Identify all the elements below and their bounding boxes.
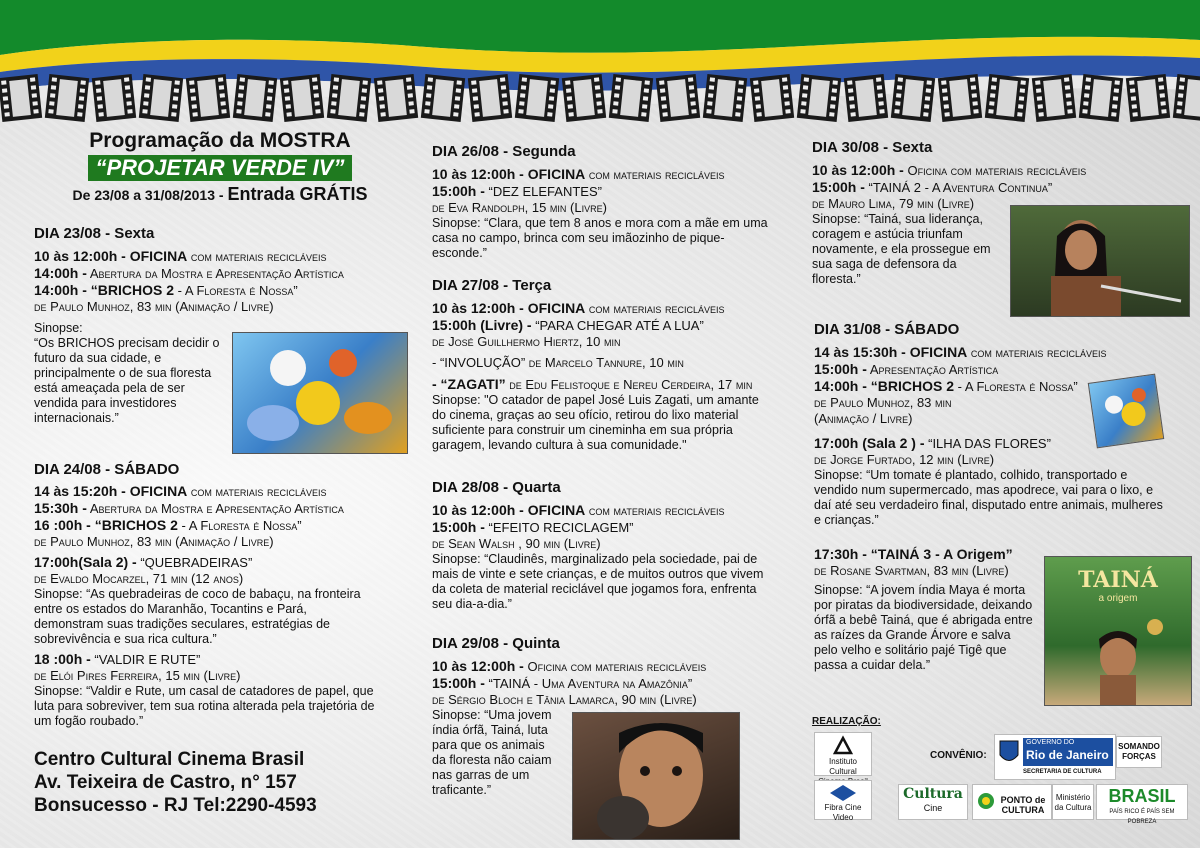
day-heading: DIA 28/08 - Quarta bbox=[432, 479, 561, 496]
taina3-poster-title: TAINÁ bbox=[1078, 567, 1158, 593]
film-frame bbox=[703, 74, 747, 122]
film-frame bbox=[797, 74, 841, 122]
film-frame bbox=[844, 74, 888, 122]
schedule-line: 17:00h (Sala 2 ) - “ILHA DAS FLORES” bbox=[814, 435, 1051, 451]
page-title: Programação da MOSTRA bbox=[89, 129, 351, 152]
synopsis: Sinopse: “Claudinês, marginalizado pela sociedade, pai de mais de vinte e sete crianças, e de muitos outros que vivem da coleta de material reciclável que jogamos fora, enfrenta seu dia-a-dia.” bbox=[432, 552, 764, 611]
schedule-line: 14:00h - “BRICHOS 2 - A Floresta é Nossa” bbox=[34, 282, 298, 298]
film-frame bbox=[562, 74, 606, 122]
film-frame bbox=[327, 74, 371, 122]
schedule-line: 10 às 12:00h - OFICINA com materiais recicláveis bbox=[34, 248, 327, 264]
film-credit: de Paulo Munhoz, 83 min (Animação / Livre) bbox=[34, 299, 274, 314]
day-24-section bbox=[34, 458, 414, 729]
schedule-line: 18 :00h - “VALDIR E RUTE” bbox=[34, 651, 201, 667]
film-frame bbox=[45, 74, 89, 122]
logo-ponto-de-cultura: PONTO de CULTURA bbox=[972, 784, 1052, 820]
film-credit: de Evaldo Mocarzel, 71 min (12 anos) bbox=[34, 571, 244, 586]
synopsis: Sinopse: “Um tomate é plantado, colhido, transportado e vendido num supermercado, mas apodrece, vai para o lixo, e daí até seu verdadeiro final, disputado entre animais, mulheres e crianças.” bbox=[814, 468, 1163, 527]
schedule-line: - “INVOLUÇÃO” de Marcelo Tannure, 10 min bbox=[432, 355, 684, 370]
schedule-line: 10 às 12:00h - Oficina com materiais recicláveis bbox=[432, 658, 707, 674]
day-heading: DIA 26/08 - Segunda bbox=[432, 143, 576, 160]
date-range-text: De 23/08 a 31/08/2013 - bbox=[72, 187, 224, 203]
film-frame bbox=[468, 74, 512, 122]
film-frame bbox=[515, 74, 559, 122]
ponto-icon bbox=[976, 791, 996, 811]
film-credit: de Paulo Munhoz, 83 min (Animação / Livre) bbox=[34, 534, 274, 549]
schedule-line: 10 às 12:00h - OFICINA com materiais recicláveis bbox=[432, 502, 725, 518]
film-frame bbox=[92, 74, 136, 122]
film-frame bbox=[1032, 74, 1076, 122]
logo-icc: Instituto Cultural bbox=[814, 732, 872, 776]
schedule-line: 14:00h - “BRICHOS 2 - A Floresta é Nossa” bbox=[814, 378, 1078, 394]
film-frame bbox=[985, 74, 1029, 122]
schedule-line: 15:30h - Abertura da Mostra e Apresentação Artística bbox=[34, 500, 344, 516]
synopsis: Sinopse: “Uma jovem índia órfã, Tainá, luta para que os animais da floresta não caiam nas garras de um traficante.” bbox=[432, 708, 552, 797]
day-27-section bbox=[432, 274, 782, 453]
day-heading: DIA 29/08 - Quinta bbox=[432, 635, 560, 652]
film-frame bbox=[938, 74, 982, 122]
day-heading: DIA 30/08 - Sexta bbox=[812, 139, 933, 156]
icc-icon bbox=[832, 735, 854, 757]
schedule-line: - “ZAGATI” de Edu Felistoque e Nereu Cerdeira, 17 min bbox=[432, 376, 753, 392]
film-credit: de José Guillhermo Hiertz, 10 min bbox=[432, 334, 621, 349]
schedule-line: 15:00h - Apresentação Artística bbox=[814, 361, 999, 377]
taina-girl-photo bbox=[572, 712, 740, 840]
day-26-section bbox=[432, 140, 782, 261]
schedule-line: 10 às 12:00h - OFICINA com materiais recicláveis bbox=[432, 166, 725, 182]
logo-ministerio: Ministério da Cultura bbox=[1052, 784, 1094, 820]
brichos-poster-image bbox=[232, 332, 408, 454]
schedule-line: 16 :00h - “BRICHOS 2 - A Floresta é Nossa” bbox=[34, 517, 302, 533]
logo-governo-rj: GOVERNO DO Rio de Janeiro SECRETARIA DE CULTURA bbox=[994, 734, 1116, 780]
film-frame bbox=[656, 74, 700, 122]
film-strip-row bbox=[0, 70, 1200, 128]
synopsis: Sinopse: “Tainá, sua liderança, coragem e astúcia triunfam novamente, e ela prossegue em sua saga de defensora da floresta.” bbox=[812, 212, 991, 286]
logo-somando-forcas: SOMANDO FORÇAS bbox=[1116, 736, 1162, 768]
convenio-label: CONVÊNIO: bbox=[930, 750, 987, 761]
film-frame bbox=[1079, 74, 1123, 122]
film-credit: de Mauro Lima, 79 min (Livre) bbox=[812, 196, 975, 211]
schedule-line: 15:00h (Livre) - “PARA CHEGAR ATÉ A LUA” bbox=[432, 317, 704, 333]
schedule-line: 14 às 15:30h - OFICINA com materiais recicláveis bbox=[814, 344, 1107, 360]
venue-name: Centro Cultural Cinema Brasil bbox=[34, 749, 305, 770]
schedule-line: 15:00h - “DEZ ELEFANTES” bbox=[432, 183, 602, 199]
taina2-photo bbox=[1010, 205, 1190, 317]
logo-fibra: Fibra Cine Video bbox=[814, 780, 872, 820]
synopsis: Sinopse: “A jovem índia Maya é morta por piratas da biodiversidade, deixando órfã a bebê Tainá, que é abrigada entre as raízes da Grande Árvore e salva pelo velho e solitário pajé Tigê que passa a cuidar dela.” bbox=[814, 583, 1033, 672]
taina3-poster bbox=[1044, 556, 1192, 706]
synopsis: Sinopse: “Valdir e Rute, um casal de catadores de papel, que luta para sobreviver, tem sua rotina alterada pela trajetória de um fogão roubado.” bbox=[34, 684, 375, 728]
schedule-line: 17:30h - “TAINÁ 3 - A Origem” bbox=[814, 546, 1013, 562]
date-range bbox=[30, 184, 410, 205]
header-banner bbox=[0, 0, 1200, 128]
day-heading: DIA 31/08 - SÁBADO bbox=[814, 321, 960, 338]
realizacao-label: REALIZAÇÃO: bbox=[812, 716, 881, 727]
rj-crest-icon bbox=[998, 739, 1020, 767]
film-credit: de Sérgio Bloch e Tânia Lamarca, 90 min (Livre) bbox=[432, 692, 697, 707]
schedule-line: 15:00h - “EFEITO RECICLAGEM” bbox=[432, 519, 634, 535]
day-heading: DIA 24/08 - SÁBADO bbox=[34, 461, 180, 478]
venue-street: Av. Teixeira de Castro, n° 157 bbox=[34, 772, 297, 793]
film-frame bbox=[1126, 74, 1170, 122]
film-frame bbox=[374, 74, 418, 122]
venue-address bbox=[34, 748, 317, 817]
free-entry: Entrada GRÁTIS bbox=[227, 184, 368, 204]
synopsis: Sinopse: “Clara, que tem 8 anos e mora com a mãe em uma casa no campo, brinca com seu imãozinho de pique-esconde.” bbox=[432, 216, 768, 260]
film-frame bbox=[750, 74, 794, 122]
film-frame bbox=[280, 74, 324, 122]
film-frame bbox=[186, 74, 230, 122]
schedule-line: 10 às 12:00h - OFICINA com materiais recicláveis bbox=[432, 300, 725, 316]
logo-brasil: BRASIL PAÍS RICO É PAÍS SEM POBREZA bbox=[1096, 784, 1188, 820]
day-heading: DIA 27/08 - Terça bbox=[432, 277, 552, 294]
schedule-line: 17:00h(Sala 2) - “QUEBRADEIRAS” bbox=[34, 554, 253, 570]
film-frame bbox=[1173, 74, 1200, 122]
film-credit: (Animação / Livre) bbox=[814, 411, 913, 426]
schedule-line: 14:00h - Abertura da Mostra e Apresentação Artística bbox=[34, 265, 344, 281]
synopsis: Sinopse: "O catador de papel José Luis Zagati, um amante do cinema, graças ao seu ofício, retirou do lixo material suficiente para construir um cineminha em sua própria garagem, levando cultura à sua comunidade." bbox=[432, 393, 759, 452]
film-credit: de Elói Pires Ferreira, 15 min (Livre) bbox=[34, 668, 241, 683]
logo-cultura-cine: Cultura Cine bbox=[898, 784, 968, 820]
venue-city-phone: Bonsucesso - RJ Tel:2290-4593 bbox=[34, 795, 317, 816]
film-frame bbox=[0, 74, 42, 122]
film-credit: de Eva Randolph, 15 min (Livre) bbox=[432, 200, 607, 215]
film-frame bbox=[891, 74, 935, 122]
brichos-small-image bbox=[1088, 374, 1165, 449]
schedule-line: 15:00h - “TAINÁ 2 - A Aventura Continua” bbox=[812, 179, 1053, 195]
taina3-poster-subtitle: a origem bbox=[1098, 593, 1138, 604]
film-frame bbox=[609, 74, 653, 122]
day-28-section bbox=[432, 476, 782, 612]
film-frame bbox=[233, 74, 277, 122]
film-credit: de Sean Walsh , 90 min (Livre) bbox=[432, 536, 601, 551]
synopsis: Sinopse: “As quebradeiras de coco de babaçu, na fronteira entre os estados do Maranhão, Tocantins e Pará, demonstram suas tradições seculares, estratégias de sobrevivência e sua rica cultura.” bbox=[34, 587, 361, 646]
film-credit: de Rosane Svartman, 83 min (Livre) bbox=[814, 563, 1009, 578]
title-block bbox=[30, 128, 410, 205]
film-frame bbox=[139, 74, 183, 122]
event-name: “PROJETAR VERDE IV” bbox=[88, 155, 353, 181]
schedule-line: 15:00h - “TAINÁ - Uma Aventura na Amazônia” bbox=[432, 675, 693, 691]
fibra-icon bbox=[828, 783, 858, 803]
film-credit: de Jorge Furtado, 12 min (Livre) bbox=[814, 452, 995, 467]
schedule-line: 10 às 12:00h - Oficina com materiais recicláveis bbox=[812, 162, 1087, 178]
synopsis: Sinopse: “Os BRICHOS precisam decidir o futuro da sua cidade, e principalmente o de sua floresta está ameaçada pela de ser vendida para investidores internacionais.” bbox=[34, 321, 220, 425]
film-frame bbox=[421, 74, 465, 122]
film-credit: de Paulo Munhoz, 83 min bbox=[814, 395, 952, 410]
day-heading: DIA 23/08 - Sexta bbox=[34, 225, 155, 242]
schedule-line: 14 às 15:20h - OFICINA com materiais recicláveis bbox=[34, 483, 327, 499]
